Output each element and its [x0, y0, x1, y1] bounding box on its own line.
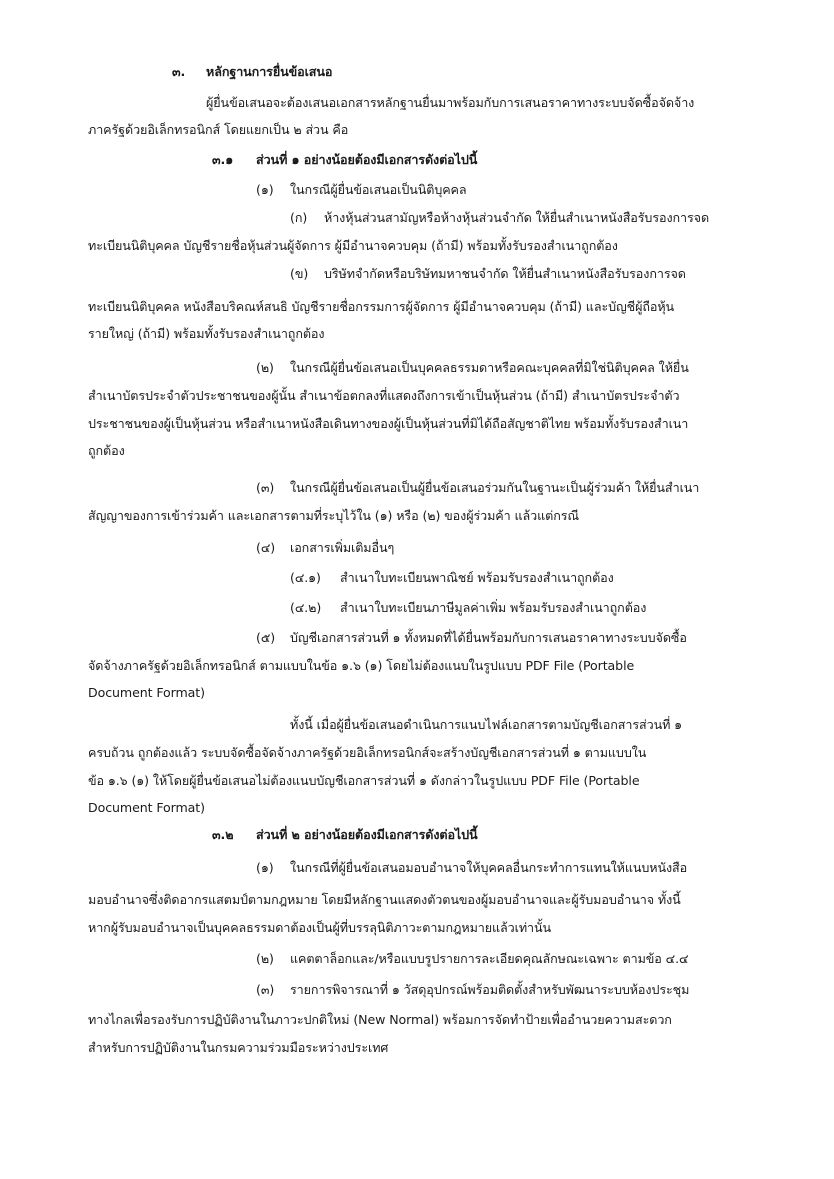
note-text: Document Format) — [88, 800, 205, 815]
item-number: (๓) — [256, 982, 275, 997]
part2-number: ๓.๒ — [212, 827, 234, 842]
item-text: ในกรณีผู้ยื่นข้อเสนอเป็นผู้ยื่นข้อเสนอร่วมกันในฐานะเป็นผู้ร่วมค้า ให้ยื่นสำเนา — [290, 480, 700, 495]
note-text: ทั้งนี้ เมื่อผู้ยื่นข้อเสนอดำเนินการแนบไฟล์เอกสารตามบัญชีเอกสารส่วนที่ ๑ — [290, 717, 683, 732]
item-text: มอบอำนาจซึ่งติดอากรแสตมป์ตามกฎหมาย โดยมีหลักฐานแสดงตัวตนของผู้มอบอำนาจและผู้รับมอบอำนาจ ทั้งนี้ — [88, 892, 681, 907]
item-text: Document Format) — [88, 685, 205, 700]
item-number: (๔) — [256, 540, 276, 555]
item-text: จัดจ้างภาครัฐด้วยอิเล็กทรอนิกส์ ตามแบบในข้อ ๑.๖ (๑) โดยไม่ต้องแนบในรูปแบบ PDF File (Portable — [88, 658, 635, 673]
item-text: เอกสารเพิ่มเติมอื่นๆ — [290, 540, 395, 555]
item-number: (๒) — [256, 360, 274, 375]
part1-number: ๓.๑ — [212, 152, 234, 167]
item-text: หากผู้รับมอบอำนาจเป็นบุคคลธรรมดาต้องเป็นผู้ที่บรรลุนิติภาวะตามกฎหมายแล้วเท่านั้น — [88, 920, 552, 935]
subitem-text: ห้างหุ้นส่วนสามัญหรือห้างหุ้นส่วนจำกัด ให้ยื่นสำเนาหนังสือรับรองการจด — [324, 210, 710, 225]
part1-heading: ส่วนที่ ๑ อย่างน้อยต้องมีเอกสารดังต่อไปนี้ — [256, 152, 478, 167]
subitem-number: (ก) — [290, 210, 308, 225]
item-text: สำหรับการปฏิบัติงานในกรมความร่วมมือระหว่างประเทศ — [88, 1040, 389, 1055]
section-number: ๓. — [172, 64, 186, 79]
item-text: ในกรณีผู้ยื่นข้อเสนอเป็นนิติบุคคล — [290, 182, 467, 197]
item-number: (๓) — [256, 480, 275, 495]
note-text: ข้อ ๑.๖ (๑) ให้โดยผู้ยื่นข้อเสนอไม่ต้องแนบบัญชีเอกสารส่วนที่ ๑ ดังกล่าวในรูปแบบ PDF File (Portable — [88, 773, 640, 788]
section-intro-line: ผู้ยื่นข้อเสนอจะต้องเสนอเอกสารหลักฐานยื่นมาพร้อมกับการเสนอราคาทางระบบจัดซื้อจัดจ้าง — [206, 95, 695, 110]
subitem-text: สำเนาใบทะเบียนภาษีมูลค่าเพิ่ม พร้อมรับรองสำเนาถูกต้อง — [340, 600, 647, 615]
subitem-text: รายใหญ่ (ถ้ามี) พร้อมทั้งรับรองสำเนาถูกต้อง — [88, 326, 325, 341]
item-text: รายการพิจารณาที่ ๑ วัสดุอุปกรณ์พร้อมติดตั้งสำหรับพัฒนาระบบห้องประชุม — [290, 982, 690, 997]
item-number: (๑) — [256, 182, 274, 197]
item-text: ในกรณีที่ผู้ยื่นข้อเสนอมอบอำนาจให้บุคคลอื่นกระทำการแทนให้แนบหนังสือ — [290, 860, 688, 875]
part2-heading: ส่วนที่ ๒ อย่างน้อยต้องมีเอกสารดังต่อไปนี้ — [256, 827, 478, 842]
subitem-text: ทะเบียนนิติบุคคล บัญชีรายชื่อหุ้นส่วนผู้จัดการ ผู้มีอำนาจควบคุม (ถ้ามี) พร้อมทั้งรับรองสำเนาถูกต้อง — [88, 238, 618, 253]
subitem-text: สำเนาใบทะเบียนพาณิชย์ พร้อมรับรองสำเนาถูกต้อง — [340, 570, 614, 585]
item-text: บัญชีเอกสารส่วนที่ ๑ ทั้งหมดที่ได้ยื่นพร้อมกับการเสนอราคาทางระบบจัดซื้อ — [290, 630, 687, 645]
item-number: (๕) — [256, 630, 276, 645]
subitem-text: บริษัทจำกัดหรือบริษัทมหาชนจำกัด ให้ยื่นสำเนาหนังสือรับรองการจด — [324, 266, 686, 281]
item-text: ถูกต้อง — [88, 443, 125, 458]
item-text: สำเนาบัตรประจำตัวประชาชนของผู้นั้น สำเนาข้อตกลงที่แสดงถึงการเข้าเป็นหุ้นส่วน (ถ้ามี) สำเนาบัตรประจำตัว — [88, 388, 680, 403]
note-text: ครบถ้วน ถูกต้องแล้ว ระบบจัดซื้อจัดจ้างภาครัฐด้วยอิเล็กทรอนิกส์จะสร้างบัญชีเอกสารส่วนที่ ๑ ตามแบบใน — [88, 745, 647, 760]
subitem-number: (ข) — [290, 266, 309, 281]
section-heading: หลักฐานการยื่นข้อเสนอ — [206, 64, 333, 79]
item-text: แคตตาล็อกและ/หรือแบบรูปรายการละเอียดคุณลักษณะเฉพาะ ตามข้อ ๔.๔ — [290, 951, 689, 966]
subitem-number: (๔.๑) — [290, 570, 321, 585]
item-number: (๒) — [256, 951, 274, 966]
item-text: ทางไกลเพื่อรองรับการปฏิบัติงานในภาวะปกติใหม่ (New Normal) พร้อมการจัดทำป้ายเพื่ออำนวยความสะดวก — [88, 1012, 672, 1027]
item-text: ในกรณีผู้ยื่นข้อเสนอเป็นบุคคลธรรมดาหรือคณะบุคคลที่มิใช่นิติบุคคล ให้ยื่น — [290, 360, 689, 375]
subitem-text: ทะเบียนนิติบุคคล หนังสือบริคณห์สนธิ บัญชีรายชื่อกรรมการผู้จัดการ ผู้มีอำนาจควบคุม (ถ้ามี) และบัญชีผู้ถือหุ้น — [88, 299, 675, 314]
item-text: ประชาชนของผู้เป็นหุ้นส่วน หรือสำเนาหนังสือเดินทางของผู้เป็นหุ้นส่วนที่มิได้ถือสัญชาติไทย พร้อมทั้งรับรองสำเนา — [88, 416, 689, 431]
subitem-number: (๔.๒) — [290, 600, 322, 615]
item-number: (๑) — [256, 860, 274, 875]
item-text: สัญญาของการเข้าร่วมค้า และเอกสารตามที่ระบุไว้ใน (๑) หรือ (๒) ของผู้ร่วมค้า แล้วแต่กรณี — [88, 508, 579, 523]
section-intro-line: ภาครัฐด้วยอิเล็กทรอนิกส์ โดยแยกเป็น ๒ ส่วน คือ — [88, 122, 349, 137]
